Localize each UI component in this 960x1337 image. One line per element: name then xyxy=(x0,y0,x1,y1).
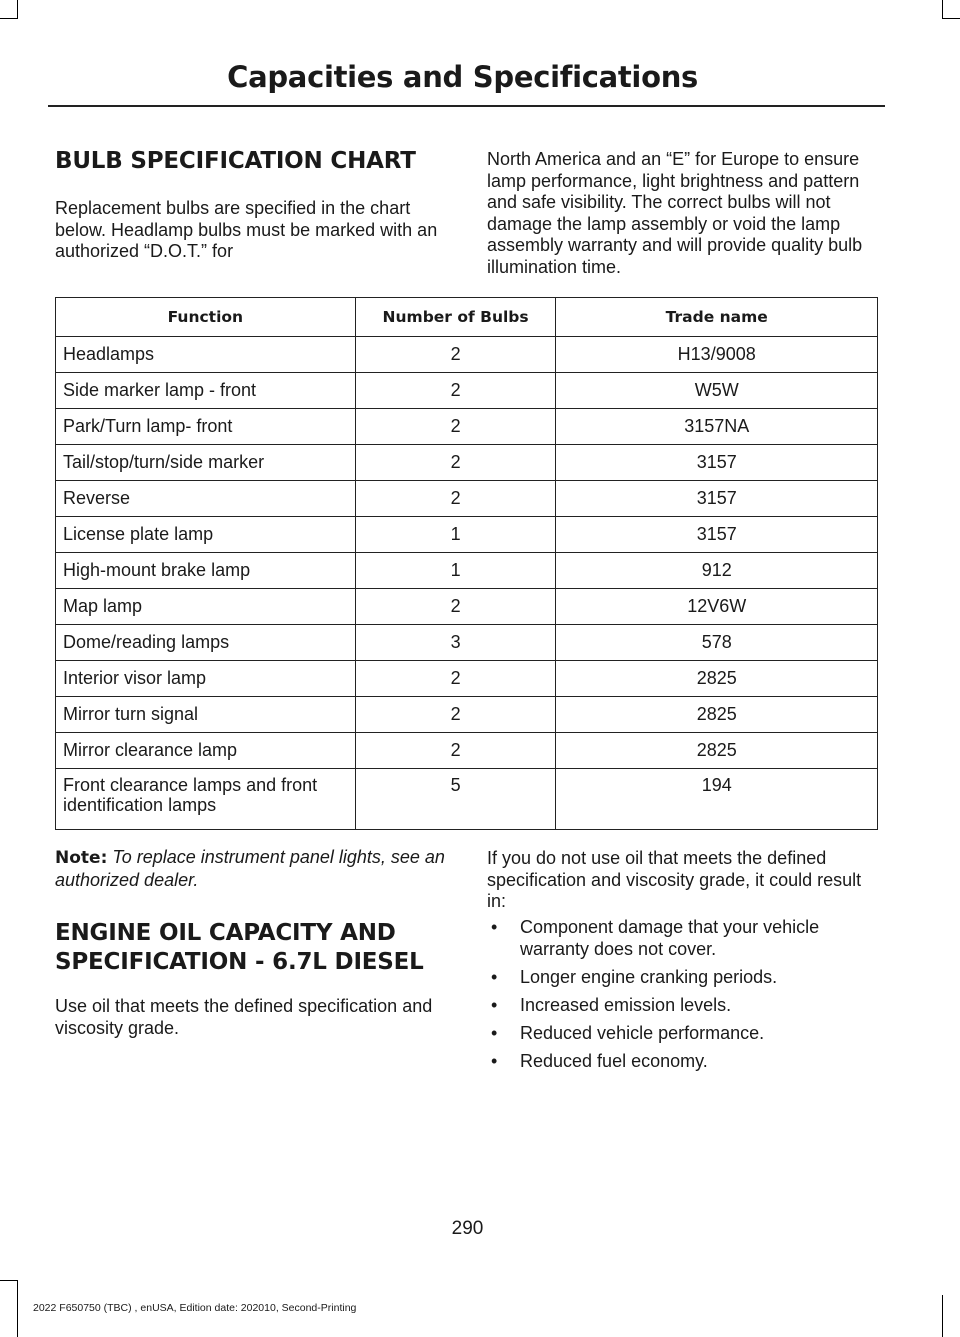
bulb-count-cell: 2 xyxy=(355,481,556,517)
table-row xyxy=(56,697,878,733)
page-number: 290 xyxy=(451,1218,484,1239)
trade-name-cell: 3157 xyxy=(556,445,878,481)
note xyxy=(55,847,445,891)
list-item-text: Longer engine cranking periods. xyxy=(520,966,778,987)
bulb-count-cell: 2 xyxy=(355,697,556,733)
trade-name-cell: 3157NA xyxy=(556,409,878,445)
trade-name-cell: 578 xyxy=(556,625,878,661)
bulb-count-cell: 2 xyxy=(355,409,556,445)
function-cell: Reverse xyxy=(56,481,356,517)
bulb-count-cell: 2 xyxy=(355,373,556,409)
oil-heading-line1: ENGINE OIL CAPACITY AND xyxy=(55,920,396,946)
footer-edition-info: 2022 F650750 (TBC) , enUSA, Edition date: 202010, Second-Printing xyxy=(33,1302,357,1314)
trade-name-cell: 2825 xyxy=(556,697,878,733)
bulb-intro-left: Replacement bulbs are specified in the chart below. Headlamp bulbs must be marked with an authorized “D.O.T.” for xyxy=(55,198,438,261)
list-item-text: Increased emission levels. xyxy=(520,994,732,1015)
bullet-dot: • xyxy=(491,1050,498,1071)
table-row xyxy=(56,409,878,445)
list-item-text: Component damage that your vehicle warranty does not cover. xyxy=(520,917,820,959)
bulb-chart-heading: BULB SPECIFICATION CHART xyxy=(55,148,416,174)
note-text: To replace instrument panel lights, see an authorized dealer. xyxy=(55,847,445,890)
function-cell: Map lamp xyxy=(56,589,356,625)
note-label: Note: xyxy=(55,848,108,868)
trade-name-cell: W5W xyxy=(556,373,878,409)
bulb-count-cell: 2 xyxy=(355,445,556,481)
bulb-count-cell: 2 xyxy=(355,733,556,769)
list-item-text: Reduced fuel economy. xyxy=(520,1050,708,1071)
bullet-dot: • xyxy=(491,917,498,937)
oil-right-intro: If you do not use oil that meets the defined specification and viscosity grade, it could result in: xyxy=(487,848,862,911)
list-item xyxy=(487,967,882,989)
bullet-dot: • xyxy=(491,1022,498,1043)
table-header-row xyxy=(56,298,878,337)
table-row xyxy=(56,661,878,697)
function-cell: Headlamps xyxy=(56,337,356,373)
bulb-intro-right: North America and an “E” for Europe to ensure lamp performance, light brightness and pattern and safe visibility. The correct bulbs will not damage the lamp assembly or void the lamp assembly warranty and will provide quality bulb illumination time. xyxy=(487,149,863,277)
function-cell: Park/Turn lamp- front xyxy=(56,409,356,445)
bulb-count-cell: 2 xyxy=(355,337,556,373)
oil-heading-line2: SPECIFICATION - 6.7L DIESEL xyxy=(55,949,424,975)
bulb-count-cell: 1 xyxy=(355,517,556,553)
crop-mark xyxy=(942,0,943,18)
header-divider xyxy=(48,105,885,107)
table-row xyxy=(56,517,878,553)
function-cell: Dome/reading lamps xyxy=(56,625,356,661)
function-cell: Side marker lamp - front xyxy=(56,373,356,409)
table-row xyxy=(56,733,878,769)
bulb-spec-table xyxy=(55,297,878,830)
function-cell: License plate lamp xyxy=(56,517,356,553)
trade-name-cell: 912 xyxy=(556,553,878,589)
function-cell: Front clearance lamps and front identification lamps xyxy=(56,769,356,830)
table-row xyxy=(56,445,878,481)
bulb-count-cell: 1 xyxy=(355,553,556,589)
function-cell: Mirror turn signal xyxy=(56,697,356,733)
function-cell: Interior visor lamp xyxy=(56,661,356,697)
list-item-text: Reduced vehicle performance. xyxy=(520,1022,765,1043)
table-row xyxy=(56,481,878,517)
column-header-number-of-bulbs: Number of Bulbs xyxy=(355,298,556,337)
crop-mark xyxy=(0,18,18,19)
bullet-dot: • xyxy=(491,966,498,987)
oil-body: Use oil that meets the defined specification and viscosity grade. xyxy=(55,996,433,1038)
crop-mark xyxy=(17,0,18,18)
trade-name-cell: 3157 xyxy=(556,517,878,553)
table-row xyxy=(56,589,878,625)
crop-mark xyxy=(942,1295,943,1337)
function-cell: Mirror clearance lamp xyxy=(56,733,356,769)
bulb-count-cell: 2 xyxy=(355,661,556,697)
list-item xyxy=(487,1051,882,1073)
table-row xyxy=(56,337,878,373)
bullet-dot: • xyxy=(491,994,498,1015)
function-cell: Tail/stop/turn/side marker xyxy=(56,445,356,481)
trade-name-cell: 3157 xyxy=(556,481,878,517)
trade-name-cell: H13/9008 xyxy=(556,337,878,373)
list-item xyxy=(487,1023,882,1045)
list-item xyxy=(487,917,882,960)
oil-consequence-list xyxy=(487,917,882,1079)
crop-mark xyxy=(0,1280,18,1281)
table-row xyxy=(56,373,878,409)
function-cell: High-mount brake lamp xyxy=(56,553,356,589)
trade-name-cell: 2825 xyxy=(556,661,878,697)
table-row xyxy=(56,769,878,830)
crop-mark xyxy=(17,1280,18,1337)
crop-mark xyxy=(942,18,960,19)
trade-name-cell: 12V6W xyxy=(556,589,878,625)
column-header-function: Function xyxy=(56,298,356,337)
table-row xyxy=(56,553,878,589)
bulb-count-cell: 3 xyxy=(355,625,556,661)
list-item xyxy=(487,995,882,1017)
trade-name-cell: 194 xyxy=(556,769,878,830)
column-header-trade-name: Trade name xyxy=(556,298,878,337)
trade-name-cell: 2825 xyxy=(556,733,878,769)
bulb-count-cell: 2 xyxy=(355,589,556,625)
bulb-count-cell: 5 xyxy=(355,769,556,830)
page-title: Capacities and Specifications xyxy=(227,60,698,94)
table-row xyxy=(56,625,878,661)
